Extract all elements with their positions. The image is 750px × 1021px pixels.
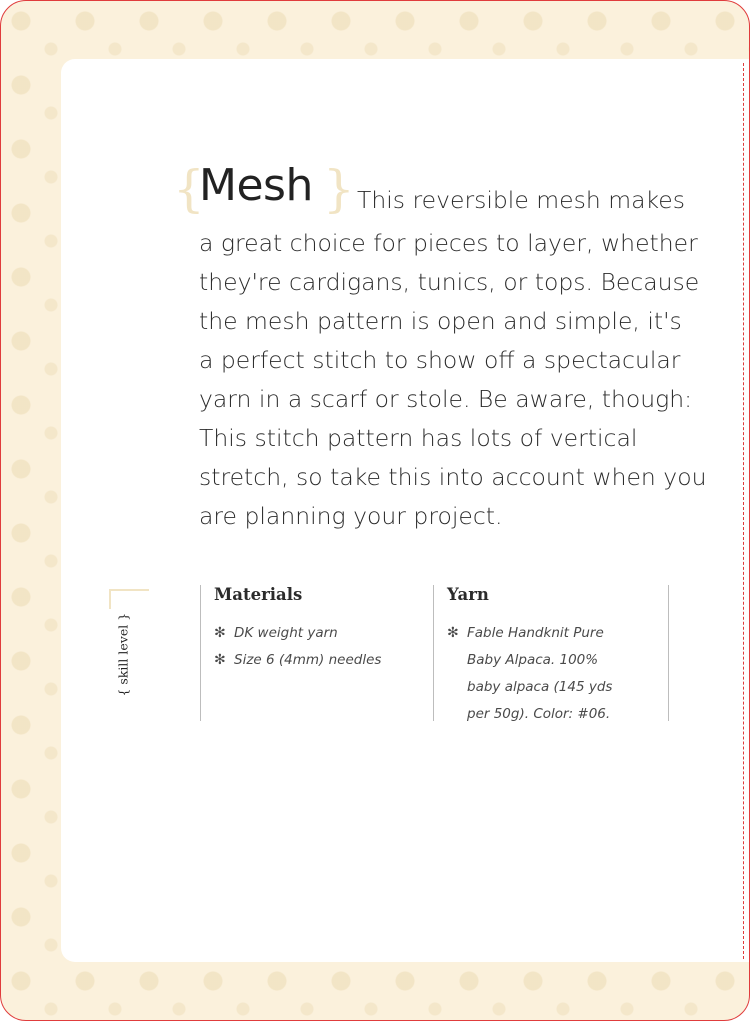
skill-level-label: { skill level } [115,612,131,697]
intro-block [173,156,707,530]
list-item [447,620,647,728]
yarn-line: Fable Handknit Pure [467,625,604,641]
asterisk-icon: ✻ [214,652,226,668]
intro-line: they're cardigans, tunics, or tops. Because [199,268,700,296]
cut-line [743,63,744,959]
title-row [173,156,685,224]
intro-line: a perfect stitch to show off a spectacular [199,346,681,374]
materials-heading: Materials [214,585,303,604]
divider-right [668,585,669,721]
intro-line: yarn in a scarf or stole. Be aware, though: [199,385,693,413]
divider-middle [433,585,434,721]
materials-section [214,585,381,674]
yarn-list [447,620,647,728]
yarn-line: baby alpaca (145 yds [467,679,613,695]
list-item [214,647,381,674]
intro-body [199,224,706,536]
yarn-line: Baby Alpaca. 100% [467,652,599,668]
materials-list [214,620,381,674]
skill-bracket [109,589,149,609]
intro-line: the mesh pattern is open and simple, it's [199,307,682,335]
yarn-heading: Yarn [447,585,489,604]
divider-left [200,585,201,721]
intro-line: are planning your project. [199,502,503,530]
intro-line-1: This reversible mesh makes [357,186,685,214]
list-item-text: DK weight yarn [234,625,338,641]
skill-level-indicator [105,587,151,727]
intro-line: This stitch pattern has lots of vertical [199,424,638,452]
yarn-section [447,585,647,728]
right-brace-ornament: } [323,160,355,218]
list-item [214,620,381,647]
left-brace-ornament: { [173,160,205,218]
asterisk-icon: ✻ [214,625,226,641]
intro-line: stretch, so take this into account when you [199,463,707,491]
intro-line: a great choice for pieces to layer, whether [199,229,698,257]
yarn-line: per 50g). Color: #06. [467,706,611,722]
page-title: Mesh [199,160,313,211]
list-item-text: Size 6 (4mm) needles [234,652,382,668]
asterisk-icon: ✻ [447,625,459,641]
